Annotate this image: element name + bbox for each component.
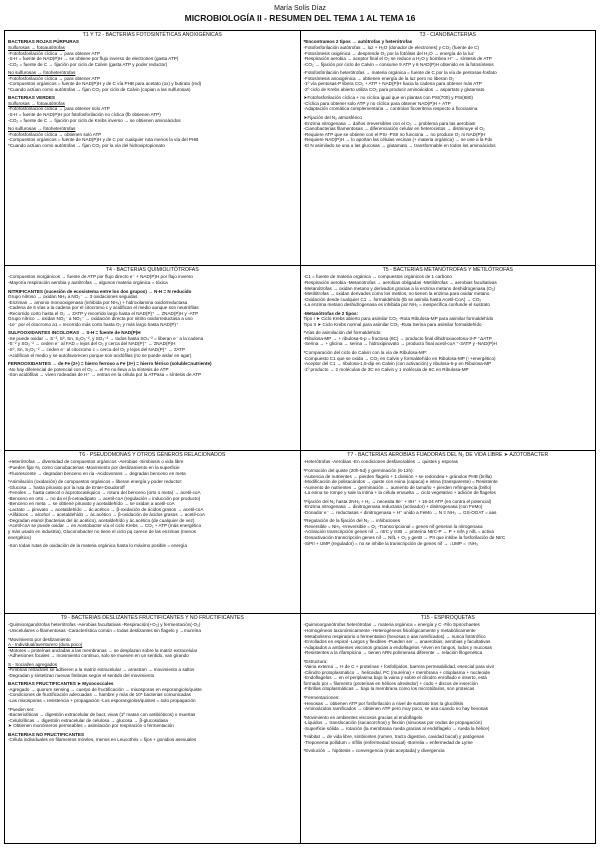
subheading: BACTERIAS NO FRUCTIFICANTES (8, 731, 85, 737)
section-t6 (8, 452, 297, 549)
text-line: -C1 = fuente de materia orgánica → compuestos orgánicos de 1 carbono (303, 274, 452, 280)
text-line: -Celulolíticas → digestión extracelular de celulosa → glucosa → β-glucosidasa (8, 717, 168, 723)
text-line: Grupo nitroso → oxidan NH₃ a NO₂⁻ → 3 oxidaciones seguidas (8, 294, 138, 300)
text-line: -Respiración aerobia → aceptor final el O₂ se reduce a H₂O y bombea H⁺ → síntesis de ATP (303, 56, 492, 62)
text-line: -Motores = proteínas ancladas a las membranas → se desplazan sobre la matriz extracelular (8, 647, 198, 653)
text-line: -Aceptor del C1 → ribulosa-1,5-dip en Calvin (con activación) y ribulosa-5-p en Ribulosa-MP (303, 361, 492, 367)
text-line: Sulfurosas → fotoautótrofas (8, 100, 65, 106)
text-line: -El N asimilado se una a las glucosas → glutamato → transformable en todos los aminoácidos (303, 142, 496, 148)
text-line: Tipo II ➤ Ciclo Krebs normal para asimilar CO₂ -Ruta Serina para asimilar formaldehído (303, 321, 482, 327)
text-line: -Respiración aerobia -Metanotrofas → aerobias obligadas -Metilótrofas → aerobias facultativas (303, 279, 497, 285)
text-line: No sulfurosas → fotoheterótrofas (8, 126, 76, 132)
section-t4 (8, 267, 297, 378)
text-line: -Pueden fijar N₂ como cianobacterias -Movimiento por deslizamiento en la superficie (8, 464, 180, 470)
text-line: -Fimbrias retráctiles se adhieren a la matriz extracelular → arrastran → movimiento a saltos (8, 667, 195, 673)
section-title: T5 - BACTERIAS METANÓTROFAS Y METILÓTROFAS (382, 267, 513, 273)
text-line: energético) (8, 534, 31, 540)
text-line: -Benceno en orto → no da el β-cetoadipato → acetil-coA (regulación = inducción por producto) (8, 495, 201, 501)
text-line: *Comparación del ciclo de Calvin con la vía de Ribulosa-MP: (303, 349, 428, 355)
text-line: -Metanótrofas → oxidan metano y derivados gracias a la enzima metano deshidrogenasa (O₂) (303, 285, 496, 291)
text-line: -Degradan y sintetizan nuevas fimbrias según el sentido del movimiento (8, 672, 155, 678)
text-line: Tipo I ➤ Ciclo Krebs abierto para asimilar CO₂ -Ruta Ribulosa-MP para asimilar formaldehído (303, 316, 494, 322)
text-line: -Célula individuales en filamentos móviles, menos en Leucothrix = fijos + gonidios asexuales (8, 737, 197, 743)
text-line: *Asimilación (oxidación) de compuestos orgánicos = liberan energía y poder reductor: (8, 479, 183, 485)
section-title: T3 - CIANOBACTERIAS (419, 32, 476, 38)
text-line: *Movimiento en ambientes viscosos gracias al endoflagelo (303, 714, 423, 720)
text-line: -SiPII + UMP (regulador) = no se inhibe la transcripción de genes nif → ↓UMP = ↑NH₃ (303, 540, 478, 546)
text-line: -Desactivación transcripción genes nif → NifL + O₂ y genB → PII que inhibe la fosforilación de NtrC (303, 534, 506, 540)
text-line: *Evolución → hipótesis = convergencia (más aceptada) y divergencia (303, 748, 445, 754)
text-line: -Vaina externa → H de C + proteínas + fosfolípidos, barrera permeabilidad, esencial para vivir (303, 664, 495, 670)
text-line: -Fotofosforilación cíclica → para obtener ATP (8, 75, 101, 81)
section-t7 (304, 452, 593, 546)
subheading: FERROOXIDANTES → de Fe (2+) = hierro ferroso a Fe (3+) = hierro férrico (soluble=nutriente) (8, 361, 212, 367)
subheading: NITRIFICANTES (sucesión de ecosistema entre los dos grupos) → N-H = N reducido (8, 288, 192, 294)
text-line: -Heterótrofas -Aerobias -En condiciones desfavorables → quistes y esporas (303, 459, 458, 465)
text-line: *Movimiento por deslizamiento (8, 636, 71, 642)
text-line: -Hexosas → obtienen ATP por fosforilación a nivel de sustrato tras la glucólisis (303, 700, 464, 706)
subheading: SULFOOXIDANTES INCOLORAS → S-H = fuente de NAD(P)H (8, 330, 141, 336)
text-line: -Modificación de polisacáridos → quiste con exina (capaca) e intina (transparente) = Resistente (303, 479, 498, 485)
text-line: -Cíclica para obtener solo ATP y no cíclica para obtener NAD(P)H + ATP (303, 100, 451, 106)
text-line: -Agregado → quorum sensing → cuerpo de fructificación → mixosporas en esporangiolo/quiste (8, 686, 202, 692)
text-line: -Compuestos orgánicos = fuente de NAD(P)H y de C vía PHB para acetato (ox) y butirato (red) (8, 81, 202, 87)
text-line: -Quimioorganótrofas heterótrofas -Aerobias facultativas -Respiración(+O₂) y fermentación(-O₂) (8, 622, 201, 628)
text-line: -CO₂ = fuente de C → fijación por ciclo de Krebs inverso → se obtienen aminoácidos (8, 117, 181, 123)
section-title: T1 Y T2 - BACTERIAS FOTOSINTÉTICAS ANOXIGÉNICAS (82, 32, 222, 38)
subheading: *Encontramos 2 tipos → autótrofas y heterótrofas (303, 39, 413, 45)
text-line: -Treponema pollidum = sífilis (enfermedad sexual) -Borrelia = enfermedad de Lyme (303, 739, 473, 745)
text-line: -No hay diferencial de potencial con el O₂ → el Fe no lleva a la síntesis de ATP (8, 366, 169, 372)
document-header (0, 0, 600, 23)
text-line: -Fibrillas citoplasmáticas → bajo la membrana como los microtúbulos, son proteicas (303, 686, 475, 692)
text-line: -Bacteriolíticas → digestión extracelular de bact. vivas (1º matan con antibióticos) o muertas (8, 712, 196, 718)
text-line: -Heterótrofas → diversidad de compuestos orgánicos -Aerobias -Simbiosis o vida libre (8, 459, 184, 465)
text-line: -S-H = fuente de NAD(P)H por fotofosforilación no cíclica (fb obtienen ATP) (8, 111, 161, 117)
text-line: -CO₂ → fijación por ciclo de Calvin = consume 9 ATP y 6 NAD(P)H obtenido en la fotosíntesis (303, 61, 494, 67)
text-line: -Cianobacterias filamentosas → diferenciación celular en heterocistos → disminuye el O₂ (303, 126, 485, 132)
text-line: -Enrollados en espiral -Largos y flexibles -Pueden ser → anaerobias, aerobias y facultativas (303, 639, 491, 645)
text-line: *Cuando actúan como autótrofas → fijan CO₂ por la vía del hidroxipropionato (8, 142, 165, 148)
text-line: -Serina → + glicina → serina → hidroxipiruvato → producto final acetil-coA ⁺-3ATP y -NAD(P)H (303, 341, 497, 347)
subheading: BACTERIAS VERDES (8, 95, 55, 101)
text-line: -Aumento de nutrientes → germinación → aumento de tamaño + pierden refringencia (brillo) (303, 484, 492, 490)
text-line: -CO₂ = fuente de C → fijación por ciclo de Calvin (gasta ATP y poder reductor) (8, 61, 168, 67)
text-line: -Se puede oxidar → S⁻², S⁰, Sn, S₂O₃⁻², y SO₃⁻² → todos hasta SO₄⁻² = liberan e⁻ a la cadena (8, 335, 204, 341)
text-line: -Enzima nitrogenasa → daños irreversibles con el O₂ → problema para las aerobias! (303, 120, 476, 126)
text-line: -Compuesto C1 que se oxida → CO₂ en Calvin y formaldehído en Ribulosa-MP (↑+energético) (303, 355, 496, 361)
text-line: Grupo nítrico → oxidan NO₂⁻ a NO₃⁻ → oxidación directa por nitrito oxidorreductasa a uno (8, 316, 193, 322)
text-line: -Glucosa → hasta piruvato por la ruta de Enter-Doudoroff (8, 484, 125, 490)
text-line: No sulfurosas → fotoheterótrofas (8, 70, 76, 76)
text-line: -Requiere NAD(P)H → lo aportan las células vecinas (+ materia orgánica) → se une a la Fdx (303, 137, 493, 143)
text-line: -Resistentes a la rifampicina → tienen ARN polimerasa diferente → relación filogenética (303, 650, 483, 656)
text-line: -Compuestos orgánicos = fuente de NAD(P)H y de C por cualquier ruta menos la vía del PHB (8, 137, 199, 143)
author-name: María Solís Díaz (274, 5, 326, 12)
text-line: -Son acidófilas → viven rodeadas de H⁺ → entran en la célula por la ATPasa = síntesis de ATP (8, 372, 202, 378)
text-line: -S⁻² y SO₃⁻² → ceden e⁻ al FAD = lejos del O₂ y cerca del NAD(P)⁺ → ≠NAD(P)H (8, 341, 176, 347)
text-line: -Cadena de 6 vías a la cadena por el citocromo c y acidifican el medio aunque son neutrófilas (8, 305, 199, 311)
text-line: -La enzima metano deshidrogenasa es inhibida por NH₃ = inespecífica confunde el sustrato (303, 302, 490, 308)
text-line: -Ribulosa-MP → + ribulosa-5-p = fructosa (6C) → producto final dihidroxiacetona-3-P ⁺ΔATP (303, 335, 492, 341)
document-title: MICROBIOLOGÍA II - RESUMEN DEL TEMA 1 AL TEMA 16 (184, 13, 416, 23)
text-line: ➤ Obtienen monómeros permeables = asimilación por respiración o fermentación (8, 723, 174, 729)
subheading: BACTERIAS ROJAS PÚRPURAS (8, 39, 79, 45)
text-line: Sulfurosas → fotoautótrofas (8, 44, 65, 50)
text-line: S - Social/en agregados (8, 661, 58, 667)
text-line: *Fijación del N₂ hasta 2NH₃ + H₂ → necesita 8e⁻ + 8H⁺ + 16-24 ATP (en contra el potencial) (303, 498, 492, 504)
text-line: -Recorrido corto hasta el O₂ → ≠ATP y recorrido largo hasta el NAD(P)⁺ → ≠NAD(P)H y -ATP (8, 310, 199, 316)
text-line: -Enzimas → amonio monooxigenasa (inhibida por NH₄) + hidroxilamina oxidorreductasa (8, 299, 188, 305)
text-line: -Enzima nitrogenasa → dinitrogenasa reductasa (activador) + dinitrogenasa (con FeMo) (303, 504, 483, 510)
section-t3 (304, 32, 593, 148)
text-line: -Acidifican el medio y se autofavorecen porque son acidófilas (no se puede aislar en agar) (8, 352, 192, 358)
text-line: -La exina se rompe y sale la intina + la célula envuelta → ciclo vegetativo + adición de flagelos (303, 490, 496, 496)
text-line: -Fotofosforilación cíclica → para obtener ATP (8, 50, 101, 56)
text-line: -Fotofosforilación heterótrofas → materia orgánica = fuente de C por la vía de pentosas-fosfato (303, 70, 497, 76)
text-line: -S-H = fuente de NAD(P)H → se obtiene por flujo inverso de electrones (gasta ATP) (8, 56, 179, 62)
text-line: -Fotosíntesis anoxigénica → obtienen energía de la luz pero no liberan O₂ (303, 75, 455, 81)
section-title: T7 - BACTERIAS AEROBIAS FIJADORAS DEL N₂ DE VIDA LIBRE ➤ AZOTOBACTER (347, 452, 549, 458)
text-line: -Las mixosporas = resistencia + propagación -Los esporangiolos/quistes = solo propagación (8, 697, 196, 703)
text-line: -Mayoría respiración aerobia y autótrofas → algunos materia orgánica = tóxica (8, 279, 168, 285)
text-line: -Oxidación desde cualquier C1 → formaldehído (tb se asimila hasta Acetil-CoA) → CO₂ (303, 296, 482, 302)
text-line: -Adhesiones focales → movimiento continuo, solo se mueven en un sentido, van girando (8, 653, 189, 659)
text-line: -Endoflagelos → en el periplasma bajo la vaina y sobre el cilindro enrollado e inserto, está (303, 675, 487, 681)
summary-grid (4, 30, 596, 844)
text-line: -Requiere ATP que se obtiene con el PSI -PSII no funciona → no produce O₂ ni NAD(P)H (303, 131, 486, 137)
text-line: -Unicelulares o filamentosas -Característica común = todas deslizantes sin flagelo y →mureína (8, 627, 201, 633)
text-line: -Compuestos inorgánicos → fuente de ATP por flujo directo e⁻ + NAD(P)H por flujo inverso (8, 274, 193, 280)
subheading: BACTERIAS FRUCTIFICANTES ➤ Myxococcales (8, 681, 114, 687)
text-line: -Reversible = NH₃ -Irreversible = O₂ -Transcripcional = genes nif generan la nitrogenasa (303, 523, 483, 529)
text-line: -Fenoles → hasta catecol o ácprotocatéquico → rotura del benceno (orto o meta) → acetil-coA (8, 490, 201, 496)
text-line: -Metilótrofas → oxidan derivados como los metilos, no tienen la enzima para oxidar metano (303, 291, 490, 297)
text-line: ➤Fijación del N₂ atmosférico (303, 114, 362, 120)
text-line: -1º vía pentosas-P libera CO₂ + ATP + NAD(P)H hacia la cadena para obtener más ATP (303, 81, 482, 87)
text-line: -Degradan etanol (bacterias del ác.acético), acetaldehído y ác.acético (de cualquier de vez) (8, 517, 195, 523)
text-line: -Fluorescente → degradan benceno en ria -Acidovorans → degradan benceno en meta (8, 470, 186, 476)
text-line: -1º producto → 2 moléculas de 3C en Calvin y 1 molécula de 6C en Ribulosa-MP (303, 366, 469, 372)
text-line: *Fermentaciones: (303, 694, 340, 700)
text-line: -Benceno en meta → se obtiene piruvato y acetaldehído → se oxidan a acetil-coA (8, 501, 175, 507)
section-title: T9 - BACTERIAS DESLIZANTES FRUCTIFICANTES Y NO FRUCTIFICANTES (60, 615, 244, 621)
text-line: -Acetil-coA se puede oxidar → en Acetobacter vía el ciclo Krebs → CO₂ + ATP (más energético (8, 523, 202, 529)
text-line: -1e⁻ por el citocromo a1 = recorrido más corto hasta O₂ y más largo hasta NAD(P)⁺ (8, 321, 179, 327)
text-line: -Activación transcripción genes nif → ntrC y ntrB → proteína NtrC-P → P + nifA y nifL = activa (303, 529, 494, 535)
section-t1t2 (8, 32, 297, 148)
text-line: -Superficie sólida → rotación (la membrana rueda gracias al endoflagelo → rueda la hélice) (303, 725, 490, 731)
text-line: -Ausencia de nutrientes → pierden flagelo + 1 división + se redondea + gránulos PHB (brilla) (303, 473, 492, 479)
text-line: -Condiciones de fructificación adecuadas → hambre y más de 10⁵ bacterias comunicadas (8, 692, 191, 698)
text-line: -Alifáticos → alcohol → acetaldehído → ác.acético → β-oxidación de ácidos grasos → acetil-coA (8, 512, 205, 518)
text-line: *Pueden ser: (8, 706, 35, 712)
text-line: -S⁰, Sn, S₂O₃⁻² → ceden e⁻ al citocromo c = cerca del O₂ y lejos del NAD(P)⁺ → ≠ATP (8, 346, 185, 352)
section-title: T6 - PSEUDOMONAS Y OTROS GÉNEROS RELACIONADOS (79, 452, 226, 458)
section-t5 (304, 267, 593, 372)
text-line: -Metabolismo respiratorio o fermentativo (hexosas o aas ramificados) → nunca fototrófico (303, 633, 486, 639)
text-line: *Cuando actúan como autótrofas → fijan CO₂ por ciclo de Calvin (copian a las sulfurosas) (8, 86, 191, 92)
text-line: -2º ciclo de Krebs abierto utiliza CO₂ para producir aminoácidos → aspartato y glutamato (303, 86, 485, 92)
text-line: *Estructura: (303, 658, 328, 664)
subheading: -Metanótrofas de 2 tipos: (303, 310, 359, 316)
text-line: *Formación del quiste (20h-5d) y germinación (6-12h): (303, 467, 414, 473)
section-title: T15 - ESPIROQUETAS (420, 615, 475, 621)
text-line: -Adaptados a ambientes viscosos gracias a endoflagelos -Viven en fangos, lodos y mucosas (303, 644, 492, 650)
text-line: -Homogéneos taxonómicamente -Heterogéneos fisiológicamente y metabólicamente (303, 627, 476, 633)
text-line: ➤Fotofosforilación cíclica + no cíclica igual que en plantas con PSI(700) y PSI(680) (303, 95, 473, 101)
text-line: *Hábitat → de vida libre, simbiontes (rumen, tracto digestivo, cavidad bucal) y patógenas (303, 734, 485, 740)
text-line: -Aminoácidos ramificados → obtienen ATP pero muy poco, se usa cuando no hay hexosas (303, 706, 488, 712)
text-line: -Fotofosforilación cíclica → para obtener solo ATP (8, 106, 110, 112)
text-line: A - Individual/aventurero (dura poco) (8, 642, 83, 648)
section-title: T4 - BACTERIAS QUIMIOLITÓTROFAS (105, 267, 199, 273)
section-t9 (8, 615, 297, 743)
section-t15 (304, 615, 593, 754)
text-line: -Donador e⁻ → reductasas + dinitrogenasa + H⁺ unido a FeMo → N ≡ NH₃ → GS-OGAT = aas (303, 509, 497, 515)
text-line: *Regulación de la fijación del N₂ → inhibiciones (303, 518, 401, 524)
text-line: -Líquidos → translocación (sacacorchos) y flexión (sinuosas por ondas de propagación) (303, 720, 482, 726)
text-line: y más usado en industria), Gluconobacter no tiene el ciclo pq carece de las enzimas (menos (8, 528, 196, 534)
text-line: -Adaptación cromática complementaria → controlan ficoeritrina respecto a ficocianina (303, 106, 478, 112)
text-line: -Fotofosforilación autótrofas → luz + H₂O (donador de electrones) y CO₂ (fuente de C) (303, 44, 480, 50)
text-line: *Vías de asimilación del formaldehído: (303, 330, 382, 336)
text-line: -Son todas rutas de oxidación de la materia orgánica hasta lo máximo posible = energía (8, 543, 187, 549)
text-line: -Lactato → piruvato → acetaldehído → ác.acético → β-oxidación de ácidos grasos → acetil-coA (8, 506, 204, 512)
text-line: -Fotosíntesis oxigénica → desprende O₂ por la fotólisis del H₂O → energía de la luz (303, 50, 474, 56)
text-line: -Cilindro protoplasmático → helicoidal, PC (mureína) + membrana + citoplasma + nucleoide (303, 669, 491, 675)
text-line: -Fotofosforilación cíclica → obtienen solo ATP (8, 131, 102, 137)
text-line: formado por = filamento (proteínas en hélices alrededor) + codo + discos de inserción (303, 680, 478, 686)
text-line: -Quimioorganótrofas heterótrofas → materia orgánica = energía y C -Filo Spirochaetes (303, 622, 480, 628)
